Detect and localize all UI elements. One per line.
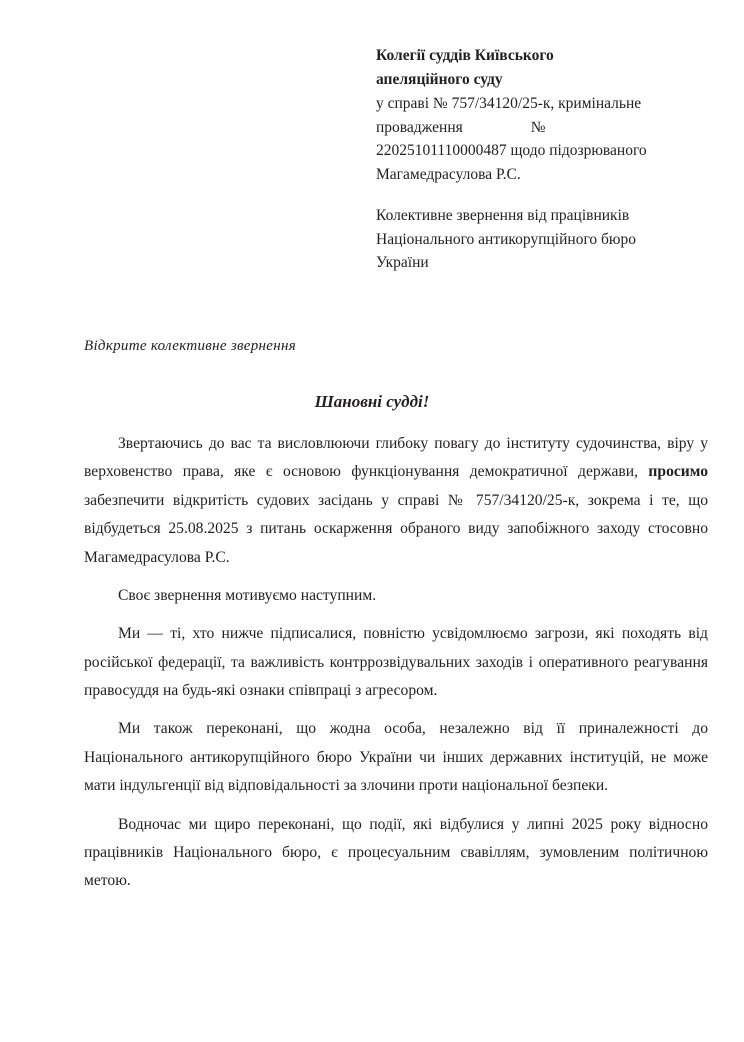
addressee-proceeding-line <box>376 116 706 140</box>
paragraph-text: Звертаючись до вас та висловлюючи глибоку повагу до інституту судочинства, віру у верховенство права, яке є основою функціонування демократичної держави, <box>84 435 708 481</box>
body-paragraph <box>84 811 708 896</box>
addressee-proceeding-number: 22025101110000487 щодо підозрюваного <box>376 142 647 160</box>
document-body <box>84 430 708 906</box>
addressee-from-line-1: Колективне звернення від працівників <box>376 207 630 225</box>
body-paragraph <box>84 715 708 800</box>
addressee-from-line-3: України <box>376 254 429 272</box>
proceeding-number-sign: № <box>530 118 546 136</box>
addressee-court-line-2: апеляційного суду <box>376 70 503 88</box>
paragraph-text: забезпечити відкритість судових засідань у справі № 757/34120/25-к, зокрема і те, що відбудеться 25.08.2025 з питань оскарження обраного виду запобіжного заходу стосовно Магамедрасулова Р.С. <box>84 491 708 566</box>
addressee-suspect: Магамедрасулова Р.С. <box>376 165 521 183</box>
body-paragraph <box>84 620 708 705</box>
salutation: Шановні судді! <box>314 392 430 411</box>
paragraph-text: Ми також переконані, що жодна особа, незалежно від її приналежності до Національного антикорупційного бюро України чи інших державних інституцій, не може мати індульгенції від відповідальності за злочини проти національної безпеки. <box>84 720 708 795</box>
body-paragraph <box>84 430 708 572</box>
addressee-spacer <box>376 186 706 204</box>
addressee-case-line: у справі № 757/34120/25-к, кримінальне <box>376 95 642 113</box>
addressee-court-line-1: Колегії суддів Київського <box>376 47 554 64</box>
body-paragraph <box>84 582 708 610</box>
proceeding-label: провадження <box>376 118 463 136</box>
paragraph-text: Ми — ті, хто нижче підписалися, повнiстю усвідомлюємо загрози, які походять від російської федерації, та важливість контррозвідувальних заходів і оперативного реагування правосуддя на будь-які ознаки співпраці з агресором. <box>84 625 708 699</box>
open-appeal-title: Відкрите колективне звернення <box>84 338 297 354</box>
addressee-block <box>376 44 706 275</box>
paragraph-text: Своє звернення мотивуємо наступним. <box>118 586 377 604</box>
emphasis-text: просимо <box>648 463 708 481</box>
paragraph-text: Водночас ми щиро переконані, що події, які відбулися у липні 2025 року відносно працівників Національного бюро, є процесуальним свавіллям, зумовленим політичною метою. <box>84 815 708 890</box>
addressee-from-line-2: Національного антикорупційного бюро <box>376 230 637 248</box>
